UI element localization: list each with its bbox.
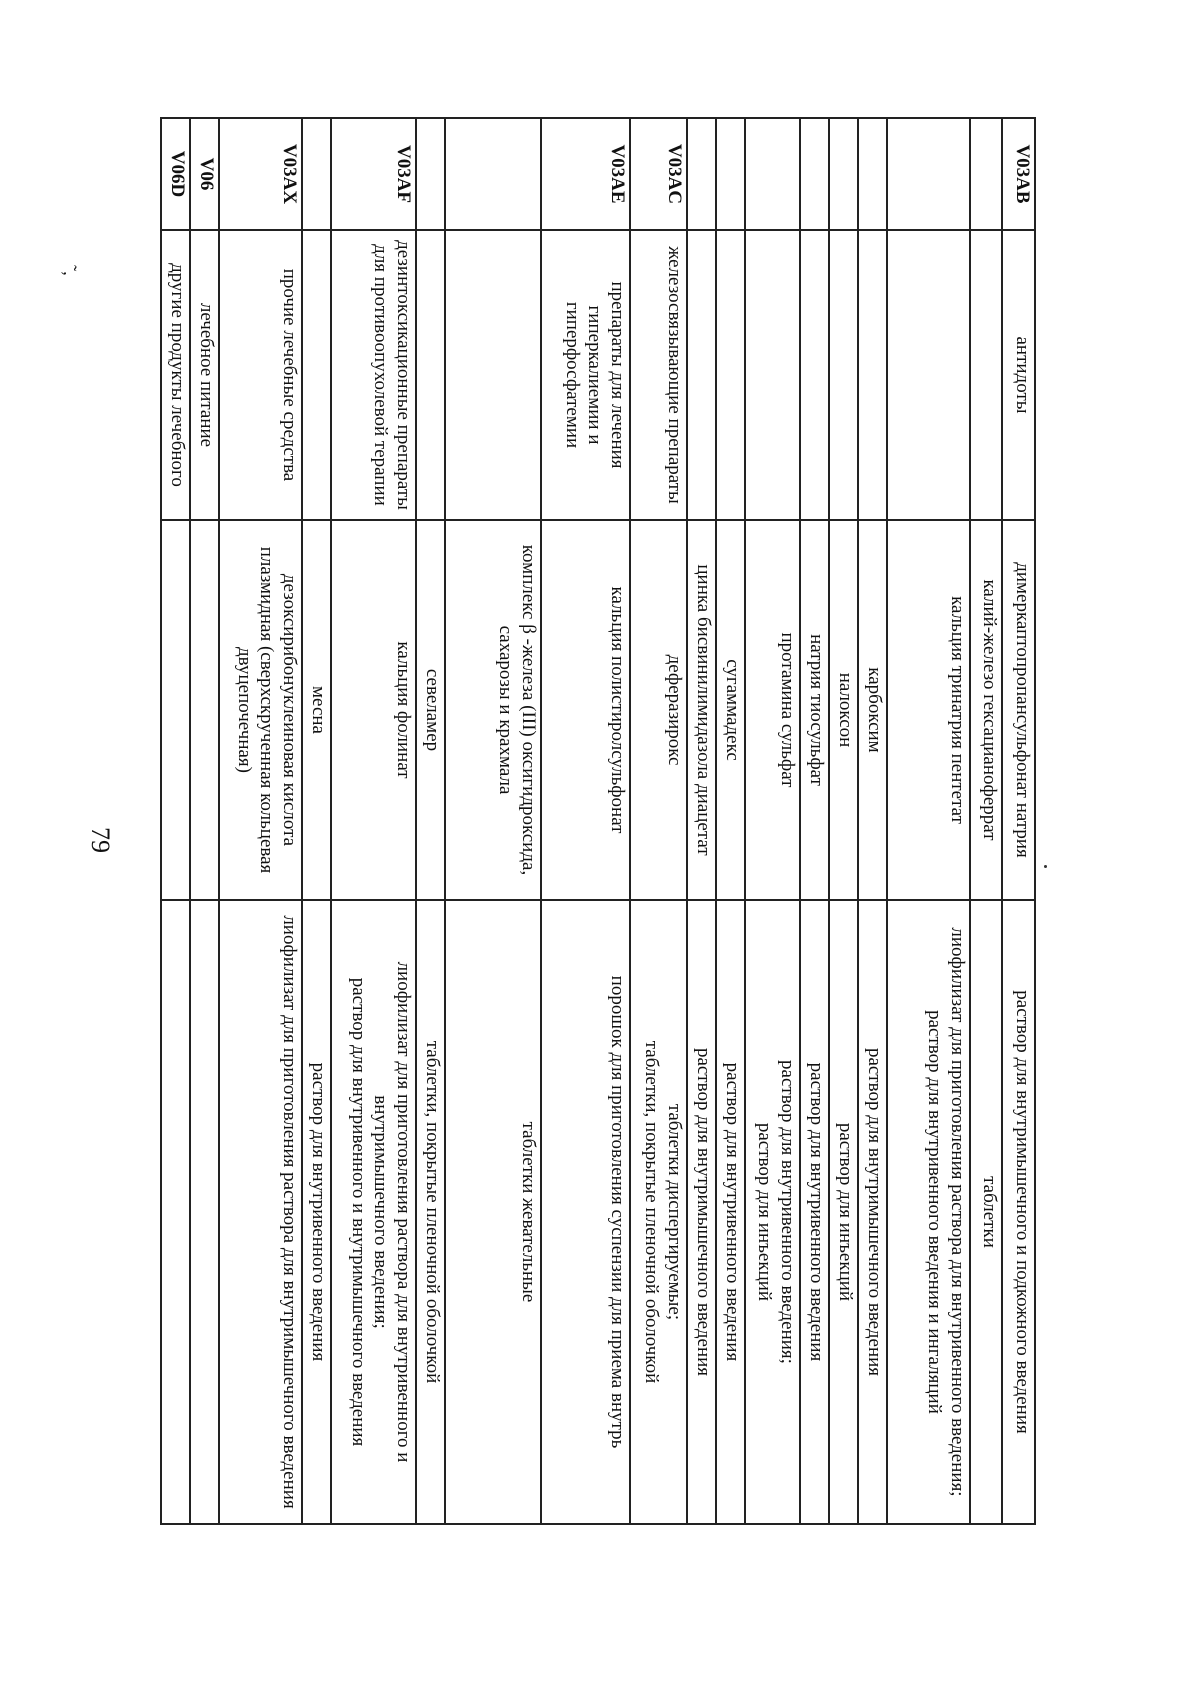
drug-table	[160, 117, 1036, 1525]
drug-name-cell: деферазирокс	[630, 520, 687, 900]
table-row	[970, 118, 1003, 1524]
pharmacological-group-cell: лечебное питание	[190, 230, 219, 520]
table-container	[160, 117, 1036, 1523]
pharmacological-group-cell	[970, 230, 1003, 520]
table-row	[331, 118, 416, 1524]
drug-name-cell: кальция тринатрия пентетат	[887, 520, 970, 900]
atc-code-cell	[887, 118, 970, 230]
table-row	[887, 118, 970, 1524]
dosage-form-line: раствор для внутримышечного введения	[864, 1047, 886, 1377]
table-row	[630, 118, 687, 1524]
dosage-form-cell	[716, 900, 745, 1524]
table-row	[541, 118, 630, 1524]
pharmacological-group-cell	[416, 230, 445, 520]
table-body	[161, 118, 1035, 1524]
atc-code-cell	[829, 118, 858, 230]
dosage-form-line: лиофилизат для приготовления раствора для внутривенного введения;	[946, 927, 968, 1497]
drug-name-cell: кальция полистиролсульфонат	[541, 520, 630, 900]
drug-name-cell: севеламер	[416, 520, 445, 900]
atc-code-cell	[687, 118, 716, 230]
pharmacological-group-cell: антидоты	[1002, 230, 1035, 520]
dosage-form-cell	[858, 900, 887, 1524]
dosage-form-cell	[416, 900, 445, 1524]
atc-code-cell	[445, 118, 541, 230]
atc-code-cell: V03AX	[219, 118, 302, 230]
drug-name-cell: димеркаптопропансульфонат натрия	[1002, 520, 1035, 900]
pharmacological-group-cell	[858, 230, 887, 520]
dosage-form-line: лиофилизат для приготовления раствора для внутривенного и внутримышечного введения;	[370, 961, 415, 1463]
pharmacological-group-cell	[745, 230, 799, 520]
atc-code-cell	[745, 118, 799, 230]
drug-name-cell: сугаммадекс	[716, 520, 745, 900]
dosage-form-cell	[745, 900, 799, 1524]
dosage-form-line: раствор для внутривенного и внутримышечного введения	[347, 977, 369, 1447]
dosage-form-line: лиофилизат для приготовления раствора для внутримышечного введения	[279, 915, 301, 1509]
atc-code-cell: V03AE	[541, 118, 630, 230]
dosage-form-cell	[541, 900, 630, 1524]
dosage-form-cell	[800, 900, 829, 1524]
dosage-form-line: раствор для внутривенного введения и ингаляций	[923, 1010, 945, 1414]
dosage-form-cell	[687, 900, 716, 1524]
pharmacological-group-cell: железосвязывающие препараты	[630, 230, 687, 520]
pharmacological-group-cell	[716, 230, 745, 520]
dosage-form-cell	[829, 900, 858, 1524]
dosage-form-cell	[445, 900, 541, 1524]
dosage-form-line: раствор для внутримышечного введения	[693, 1047, 714, 1377]
dosage-form-line: раствор для инъекций	[834, 1122, 856, 1302]
dosage-form-line: раствор для внутривенного введения;	[776, 1060, 798, 1364]
drug-name-cell: карбоксим	[858, 520, 887, 900]
drug-name-cell: протамина сульфат	[745, 520, 799, 900]
atc-code-cell	[970, 118, 1003, 230]
table-row	[858, 118, 887, 1524]
table-row	[716, 118, 745, 1524]
page-number: 79	[86, 827, 115, 853]
dosage-form-cell	[1002, 900, 1035, 1524]
table-row	[687, 118, 716, 1524]
drug-name-cell: дезоксирибонуклеиновая кислота плазмидная (сверхскрученная кольцевая двуцепочечная)	[219, 520, 302, 900]
drug-name-cell: кальция фолинат	[331, 520, 416, 900]
table-row	[219, 118, 302, 1524]
drug-name-cell	[190, 520, 219, 900]
atc-code-cell: V03AB	[1002, 118, 1035, 230]
drug-name-cell: калий-железо гексацианоферрат	[970, 520, 1003, 900]
table-row	[302, 118, 331, 1524]
dosage-form-line: раствор для внутривенного введения	[308, 1062, 330, 1362]
scan-mark: ˜,	[59, 265, 80, 276]
dosage-form-line: таблетки жевательные	[518, 1121, 540, 1303]
pharmacological-group-cell	[302, 230, 331, 520]
atc-code-cell: V06D	[161, 118, 190, 230]
dosage-form-cell	[331, 900, 416, 1524]
pharmacological-group-cell: дезинтоксикационные препараты для противоопухолевой терапии	[331, 230, 416, 520]
drug-name-cell: натрия тиосульфат	[800, 520, 829, 900]
scan-dot	[1044, 865, 1047, 868]
dosage-form-line: раствор для внутривенного введения	[805, 1062, 827, 1362]
pharmacological-group-cell: другие продукты лечебного	[161, 230, 190, 520]
dosage-form-cell	[219, 900, 302, 1524]
pharmacological-group-cell: прочие лечебные средства	[219, 230, 302, 520]
dosage-form-line: таблетки, покрытые пленочной оболочкой	[422, 1040, 444, 1384]
dosage-form-cell	[302, 900, 331, 1524]
atc-code-cell: V03AC	[630, 118, 687, 230]
pharmacological-group-cell	[445, 230, 541, 520]
drug-name-cell	[161, 520, 190, 900]
dosage-form-cell	[887, 900, 970, 1524]
table-row	[445, 118, 541, 1524]
pharmacological-group-cell: препараты для лечения гиперкалиемии и гиперфосфатемии	[541, 230, 630, 520]
atc-code-cell	[302, 118, 331, 230]
atc-code-cell	[416, 118, 445, 230]
table-row	[190, 118, 219, 1524]
drug-name-cell: цинка бисвинилимидазола диацетат	[687, 520, 716, 900]
table-row	[829, 118, 858, 1524]
dosage-form-cell	[190, 900, 219, 1524]
table-row	[745, 118, 799, 1524]
dosage-form-line: таблетки	[979, 1176, 1001, 1248]
dosage-form-cell	[161, 900, 190, 1524]
atc-code-cell	[716, 118, 745, 230]
dosage-form-line: раствор для инъекций	[753, 1122, 775, 1302]
dosage-form-line: раствор для внутривенного введения	[722, 1062, 744, 1362]
dosage-form-cell	[630, 900, 687, 1524]
pharmacological-group-cell	[800, 230, 829, 520]
atc-code-cell	[858, 118, 887, 230]
table-row	[161, 118, 190, 1524]
drug-name-cell: налоксон	[829, 520, 858, 900]
dosage-form-line: таблетки диспергируемые;	[663, 1103, 685, 1321]
dosage-form-line: порошок для приготовления суспензии для приема внутрь	[607, 975, 629, 1449]
table-row	[416, 118, 445, 1524]
atc-code-cell: V06	[190, 118, 219, 230]
atc-code-cell: V03AF	[331, 118, 416, 230]
pharmacological-group-cell	[687, 230, 716, 520]
dosage-form-line: таблетки, покрытые пленочной оболочкой	[641, 1040, 663, 1384]
pharmacological-group-cell	[829, 230, 858, 520]
pharmacological-group-cell	[887, 230, 970, 520]
atc-code-cell	[800, 118, 829, 230]
table-row	[1002, 118, 1035, 1524]
table-row	[800, 118, 829, 1524]
dosage-form-line: раствор для внутримышечного и подкожного введения	[1012, 990, 1033, 1434]
drug-name-cell: месна	[302, 520, 331, 900]
dosage-form-cell	[970, 900, 1003, 1524]
drug-name-cell: комплекс β -железа (III) оксигидроксида, сахарозы и крахмала	[445, 520, 541, 900]
